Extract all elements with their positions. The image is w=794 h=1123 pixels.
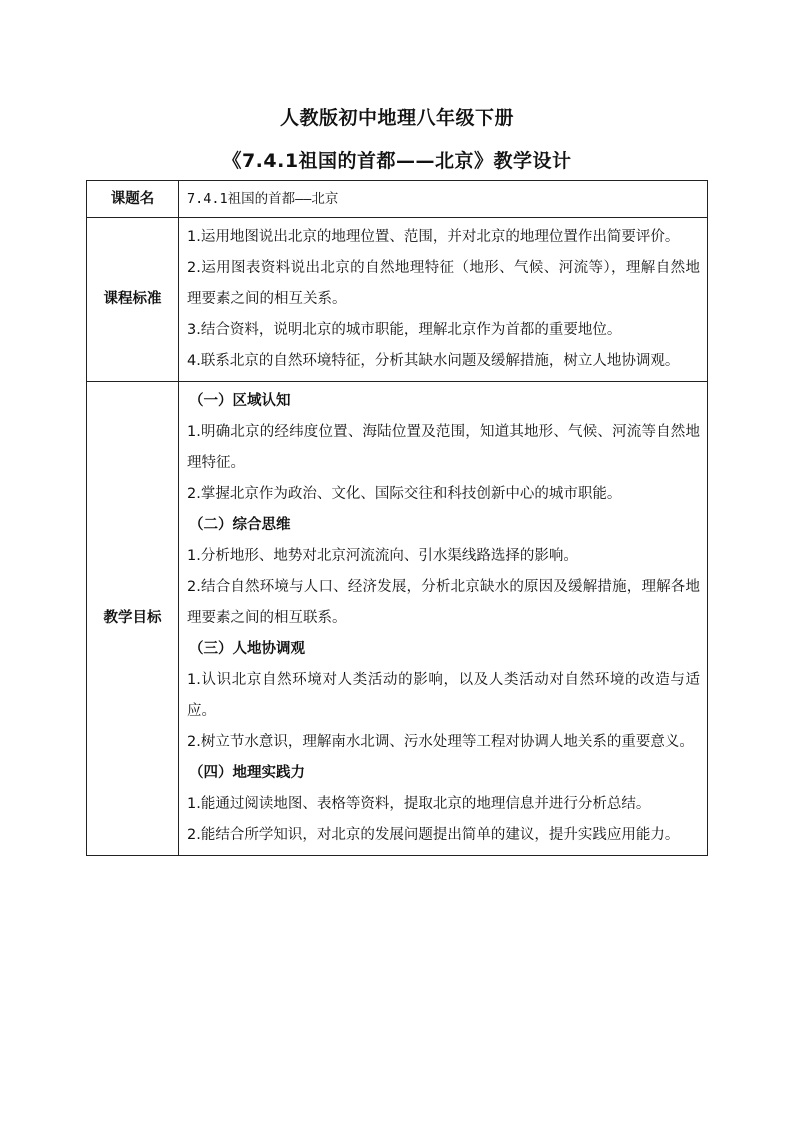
standard-item: 3.结合资料，说明北京的城市职能，理解北京作为首都的重要地位。 — [187, 322, 622, 338]
document-title-line1: 人教版初中地理八年级下册 — [279, 107, 514, 129]
goal-item: 2.结合自然环境与人口、经济发展，分析北京缺水的原因及缓解措施，理解各地理要素之间的相互联系。 — [187, 579, 700, 626]
goal-item: 2.能结合所学知识，对北京的发展问题提出简单的建议，提升实践应用能力。 — [187, 827, 680, 843]
label-standards: 课程标准 — [87, 218, 179, 382]
goal-item: 1.能通过阅读地图、表格等资料，提取北京的地理信息并进行分析总结。 — [187, 796, 651, 812]
table-row-goals — [87, 382, 708, 856]
goal-section-heading: （三）人地协调观 — [189, 641, 305, 657]
goal-item: 1.认识北京自然环境对人类活动的影响，以及人类活动对自然环境的改造与适应。 — [187, 672, 700, 719]
lesson-plan-table — [86, 180, 708, 856]
goal-section-heading: （四）地理实践力 — [189, 765, 305, 781]
standard-item: 2.运用图表资料说出北京的自然地理特征（地形、气候、河流等），理解自然地理要素之间的相互关系。 — [187, 260, 700, 307]
table-row-title — [87, 181, 708, 218]
goal-section-heading: （二）综合思维 — [189, 517, 291, 533]
goal-section-heading: （一）区域认知 — [189, 393, 291, 409]
standard-item: 4.联系北京的自然环境特征，分析其缺水问题及缓解措施，树立人地协调观。 — [187, 353, 680, 369]
standards-cell — [179, 218, 708, 382]
standard-item: 1.运用地图说出北京的地理位置、范围，并对北京的地理位置作出简要评价。 — [187, 229, 680, 245]
value-topic: 7.4.1祖国的首都——北京 — [179, 181, 708, 218]
goal-item: 2.掌握北京作为政治、文化、国际交往和科技创新中心的城市职能。 — [187, 486, 622, 502]
goals-cell — [179, 382, 708, 856]
table-row-standards — [87, 218, 708, 382]
document-title-line2: 《7.4.1祖国的首都——北京》教学设计 — [222, 150, 572, 172]
goal-item: 1.明确北京的经纬度位置、海陆位置及范围，知道其地形、气候、河流等自然地理特征。 — [187, 424, 700, 471]
label-topic: 课题名 — [87, 181, 179, 218]
label-goals: 教学目标 — [87, 382, 179, 856]
goal-item: 2.树立节水意识，理解南水北调、污水处理等工程对协调人地关系的重要意义。 — [187, 734, 694, 750]
goal-item: 1.分析地形、地势对北京河流流向、引水渠线路选择的影响。 — [187, 548, 578, 564]
